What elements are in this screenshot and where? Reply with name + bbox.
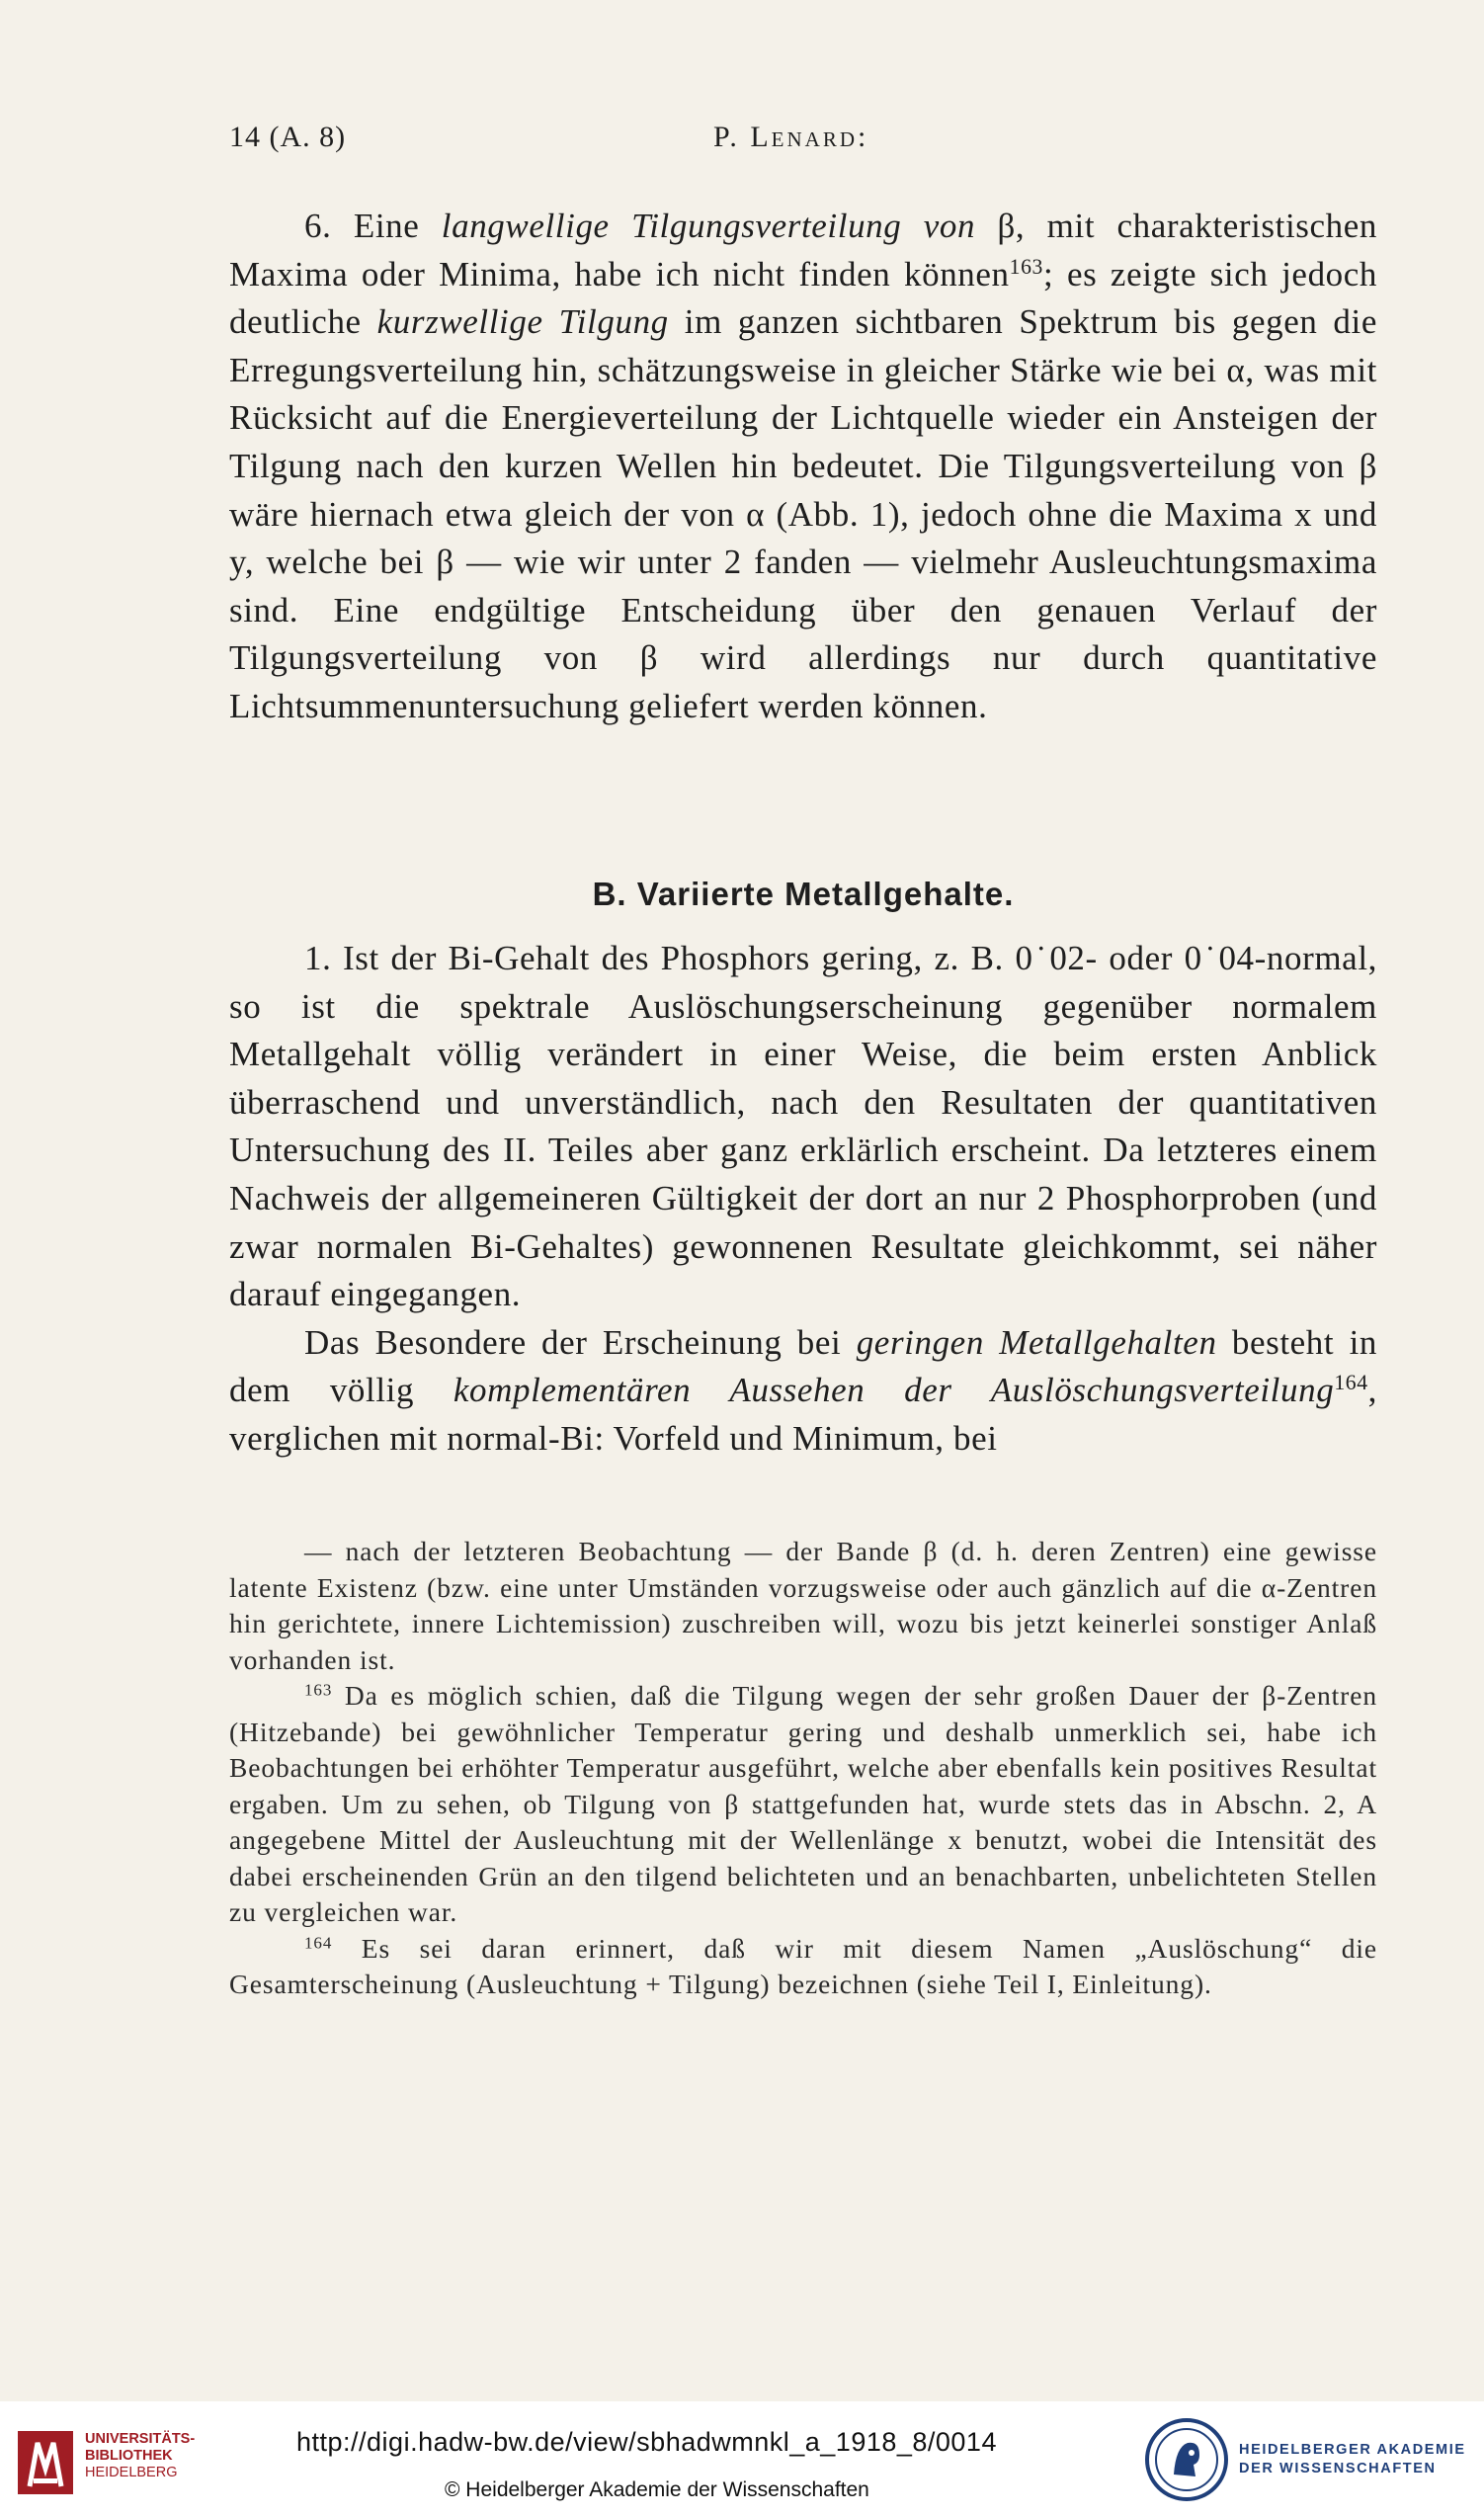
italic-run: kurzwellige Tilgung [376, 302, 669, 342]
academy-seal-icon [1144, 2417, 1229, 2502]
section-b-text [229, 935, 1377, 1464]
footnote-164 [229, 1931, 1377, 2003]
page-number: 14 (A. 8) [229, 121, 347, 153]
university-library-logo-icon [16, 2429, 75, 2496]
university-library-name [85, 2431, 195, 2481]
paragraph-6 [229, 203, 1377, 731]
paragraph-1 [229, 935, 1377, 1319]
text-run: ; es zeigte sich jedoch deutliche [229, 254, 1378, 342]
footnote-continuation [229, 1534, 1377, 1678]
italic-run: geringen Metallgehalten [856, 1322, 1217, 1362]
footer-bar [0, 2401, 1484, 2517]
text-run: 1. Ist der Bi-Gehalt des Phosphors gering, z. B. 0˙02- oder 0˙04-normal, so ist die spektrale Auslöschungserscheinung gegenüber normalem Metallgehalt völlig verändert in einer Weise, die beim ersten Anblick überraschend und unverständlich, nach den Resultaten der quantitativen Untersuchung des II. Teiles aber ganz erklärlich erscheint. Da letzteres einem Nachweis der allgemeineren Gültigkeit der dort an nur 2 Phosphorproben (und zwar normalen Bi-Gehaltes) gewonnenen Resultate gleichkommt, sei näher darauf eingegangen. [229, 939, 1377, 1314]
text-run: Das Besondere der Erscheinung bei [304, 1322, 857, 1362]
footnote-163 [229, 1678, 1377, 1931]
footnote-marker: 164 [1334, 1371, 1368, 1395]
academy-line-1: HEIDELBERGER AKADEMIE [1239, 2442, 1466, 2458]
text-run: besteht in dem völlig [229, 1322, 1378, 1410]
text-run: , verglichen mit normal-Bi: Vorfeld und Minimum, bei [229, 1371, 1378, 1458]
text-run: 6. Eine [304, 207, 442, 245]
academy-name [1239, 2441, 1466, 2478]
italic-run: langwellige Tilgungsverteilung von [441, 207, 976, 245]
footnote-marker: 163 [1009, 254, 1043, 279]
permalink-url[interactable]: http://digi.hadw-bw.de/view/sbhadwmnkl_a_1918_8/0014 [296, 2427, 997, 2457]
library-line-1: UNIVERSITÄTS- [85, 2431, 196, 2447]
text-run: β, mit charakteristischen Maxima oder Minima, habe ich nicht finden können [229, 207, 1377, 294]
text-run: Es sei daran erinnert, daß wir mit diesem Namen „Auslöschung“ die Gesamterscheinung (Ausleuchtung + Tilgung) bezeichnen (siehe Teil I, Einleitung). [229, 1932, 1377, 1999]
academy-line-2: DER WISSENSCHAFTEN [1239, 2461, 1437, 2476]
text-run: Da es möglich schien, daß die Tilgung wegen der sehr großen Dauer der β-Zentren (Hitzebande) bei gewöhnlicher Temperatur gering und deshalb unmerklich sei, habe ich Beobachtungen bei erhöhter Temperatur ausgeführt, welche aber ebenfalls kein positives Resultat ergaben. Um zu sehen, ob Tilgung von β stattgefunden hat, wurde stets das in Abschn. 2, A angegebene Mittel der Ausleuchtung mit der Wellenlänge x benutzt, wobei die Intensität des dabei erscheinenden Grün an den tilgend belichteten und an benachbarten, unbelichteten Stellen zu vergleichen war. [229, 1680, 1377, 1927]
library-line-2: BIBLIOTHEK [85, 2448, 173, 2464]
copyright-notice: © Heidelberger Akademie der Wissenschaften [445, 2478, 869, 2501]
footnote-marker: 164 [304, 1933, 333, 1953]
main-text [229, 203, 1377, 731]
footnotes [229, 1534, 1377, 2003]
footnote-marker: 163 [304, 1680, 333, 1700]
text-run: im ganzen sichtbaren Spektrum bis gegen die Erregungsverteilung hin, schätzungsweise in gleicher Stärke wie bei α, was mit Rücksicht auf die Energieverteilung der Lichtquelle wieder ein Ansteigen der Tilgung nach den kurzen Wellen hin bedeutet. Die Tilgungsverteilung von β wäre hiernach etwa gleich der von α (Abb. 1), jedoch ohne die Maxima x und y, welche bei β — wie wir unter 2 fanden — vielmehr Ausleuchtungsmaxima sind. Eine endgültige Entscheidung über den genauen Verlauf der Tilgungsverteilung von β wird allerdings nur durch quantitative Lichtsummenuntersuchung geliefert werden können. [229, 302, 1377, 725]
library-line-3: HEIDELBERG [85, 2465, 178, 2480]
section-heading-block [229, 876, 1377, 913]
italic-run: komplementären Aussehen der Auslöschungsverteilung [453, 1371, 1335, 1410]
text-run: — nach der letzteren Beobachtung — der Bande β (d. h. deren Zentren) eine gewisse latente Existenz (bzw. eine unter Umständen vorzugsweise oder auch gänzlich auf die α-Zentren hin gerichtete, innere Lichtemission) zuschreiben will, wozu bis jetzt keinerlei sonstiger Anlaß vorhanden ist. [229, 1536, 1377, 1675]
running-head [229, 121, 1188, 160]
paragraph-2 [229, 1319, 1377, 1464]
section-heading: B. Variierte Metallgehalte. [592, 876, 1015, 912]
running-head-author: P. Lenard: [713, 121, 869, 153]
